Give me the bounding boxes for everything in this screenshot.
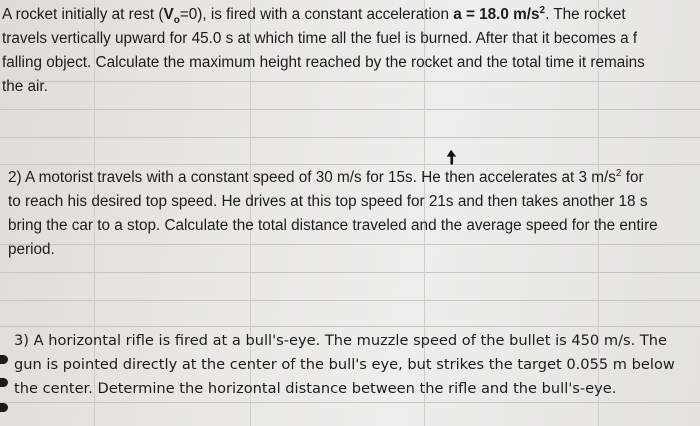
grid-line: [0, 402, 700, 403]
problem-3-line-2: gun is pointed directly at the center of the bull's eye, but strikes the target 0.055 m below: [14, 356, 675, 373]
edge-bullet-icon: [0, 403, 8, 412]
problem-1-line-4: the air.: [2, 78, 48, 95]
edge-bullet-icon: [0, 355, 8, 364]
problem-2-line-1: 2) A motorist travels with a constant speed of 30 m/s for 15s. He then accelerates at 3 $m/s^2$ for: [8, 167, 644, 186]
grid-line: [0, 137, 700, 138]
grid-line: [0, 300, 700, 301]
grid-line: [0, 109, 700, 110]
problem-1-line-3: falling object. Calculate the maximum height reached by the rocket and the total time it remains: [2, 54, 645, 71]
problem-1-line-1: A rocket initially at rest $(V_o=0)$, is fired with a constant acceleration a = 18.0 $m/s^2$. The rocket: [2, 4, 626, 27]
problem-2-line-3: bring the car to a stop. Calculate the total distance traveled and the average speed for the entire: [8, 217, 658, 234]
problem-2-line-4: period.: [8, 241, 55, 258]
problem-1-line-2: travels vertically upward for 45.0 s at which time all the fuel is burned. After that it becomes a f: [2, 30, 638, 47]
problem-3-line-3: the center. Determine the horizontal distance between the rifle and the bull's-eye.: [14, 380, 617, 397]
mouse-pointer-icon: [444, 148, 460, 168]
grid-line: [0, 326, 700, 327]
problem-2-line-2: to reach his desired top speed. He drives at this top speed for 21s and then takes another 18 s: [8, 193, 648, 210]
grid-line: [0, 164, 700, 165]
problem-2-text: [8, 166, 658, 262]
grid-line: [0, 272, 700, 273]
edge-bullet-icon: [0, 378, 8, 387]
problem-1-text: [2, 3, 645, 99]
problem-3-line-1: 3) A horizontal rifle is fired at a bull's-eye. The muzzle speed of the bullet is 450 m/s. The: [14, 332, 668, 349]
problem-3-text: [14, 329, 675, 401]
